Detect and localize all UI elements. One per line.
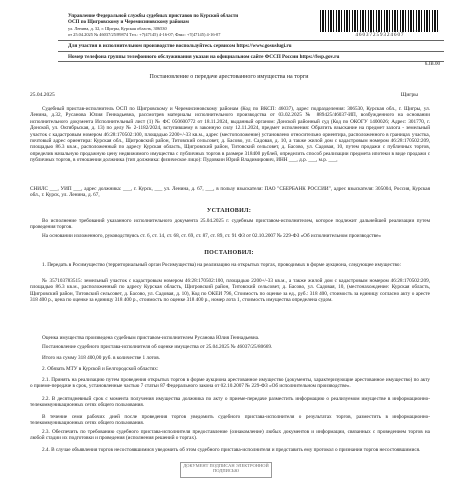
total-paragraph: Итого на сумму 318 400,00 руб. в количестве 1 лотов. <box>42 355 161 361</box>
divider <box>58 61 444 62</box>
snils-paragraph: СНИЛС ___, УИП ___, адрес должника: ___, г. Курск, ___ ул. Ленина, д. 67, ___, в пользу взыскателя: ПАО "СБЕРБАНК РОССИИ", адрес взыскателя: 305004, Россия, Курская обл., г. Курск, ул. Ленина, д. 67, <box>30 186 430 199</box>
clause-2-3: 2.3. Обеспечить по требованию судебного пристава-исполнителя предоставление (ознакомление) любых документов и информации, связанных с проведением торгов на любой стадии их подготовки и проведения (исполнения решений о торгах). <box>30 429 430 442</box>
clause-2-2: 2.2. В десятидневный срок с момента получения имущества должника по акту о приеме-передаче разместить информацию о реализуемом имуществе в информационно-телекоммуникационных сетях общего пользования. <box>30 396 430 409</box>
org-address: ул. Ленина, д. 32, г. Щигры, Курская область, 306530 <box>68 26 167 31</box>
section-established: УСТАНОВИЛ: <box>206 208 252 214</box>
divider <box>58 40 444 41</box>
e-signature-stamp: ДОКУМЕНТ ПОДПИСАН ЭЛЕКТРОННОЙ ПОДПИСЬЮ <box>180 462 272 478</box>
divider <box>58 51 444 52</box>
phone-info: Номер телефона группы телефонного обслуживания указан на официальном сайте ФССП России https://fssp.gov.ru <box>68 54 340 60</box>
intro-paragraph: Судебный пристав-исполнитель ОСП по Щигровскому и Черемисиновскому районам (Код по ВКСП: 46037), адрес подразделения: 306530, Курская обл., г. Щигры, ул. Ленина, д.32, Русанова Юлия Геннадьевна, рассмотрев материалы исполнительного производства от 03.02.2025 № 889425/46037-ИП, возбужденного на основании исполнительного документа Исполнительный лист (1) № ФС 050600772 от 18.11.2024, выданный органом: Донской районный суд (Код по ОКОГУ 1400026; Адрес: 301770, г. Донской, ул. Октябрьская, д. 13) по делу № 2-1182/2024, вступившему в законную силу 12.11.2024, предмет исполнения: Обратить взыскание на предмет залога - земельный участок с кадастровым номером 46:28:170502:100, площадью 2200+/-33 кв.м., адрес (местоположение) установлено относительно ориентира, расположенного в границах участка, почтовый адрес ориентира: Курская обл., Щигровский район, Титовский сельсовет, д. Басово, ул. Садовая, д. 10, а также жилой дом с кадастровым номером 46:28:170502:209, площадью 86.3 кв.м., расположенный по адресу Курская область, Щигровский район, Титовский сельсовет, д. Басово, ул. Садовая, 10, путем продажи с публичных торгов, определив начальную продажную цену недвижимого имущества с публичных торгов в размере 318400 рублей, определить способ реализации предмета ипотеки в виде продажи с публичных торгов, в отношении должника (тип должника: физическое лицо): Пудовкин Юрий Владимирович, ИНН ___, д.р. ___, м.р. ___, <box>30 106 430 164</box>
org-contacts: от 25.04.2025 № 46037/25/89874 Тел.: +7(47145) 4-16-07; Факс: +7(47145) 4-16-07 <box>68 32 221 37</box>
document-title: Постановление о передаче арестованного имущества на торги <box>149 74 309 80</box>
doc-code: 6.JB.00 <box>424 62 440 67</box>
clause-2-1: 2.1. Принять на реализацию путем проведения открытых торгов в форме аукциона арестованное имущество (документы, характеризующие арестованное имущество) по акту о приеме-передаче в срок, установленные частью 7 статьи 87 Федерального закона от 02.10.2007 № 229-ФЗ «Об исполнительном производстве». <box>30 377 430 390</box>
basis-paragraph: На основании изложенного, руководствуясь ст. 6, ст. 14, ст. 68, ст. 69, ст. 87, ст. 89, ст. 91 ФЗ от 02.10.2007 № 229-ФЗ «Об исполнительном производстве» <box>42 233 381 239</box>
clause-2-4: 2.4. В случае объявления торгов несостоявшимися уведомить об этом судебного пристава-исполнителя и представить ему протокол о признании торгов несостоявшимися. <box>42 447 421 453</box>
valuation-paragraph: Оценка имущества произведена судебным приставом-исполнителем Русанова Юлия Геннадьевна. <box>42 335 260 341</box>
barcode-image <box>320 10 440 32</box>
org-name-line2: ОСП по Щигровскому и Черемисиновскому районам <box>68 20 189 25</box>
document-city: Щигры <box>400 92 418 98</box>
valuation-act-paragraph: Постановление судебного пристава-исполнителя об оценке имущества от 25.04.2025 № 46037/25/80669. <box>42 344 273 350</box>
section-ordered: ПОСТАНОВИЛ: <box>204 250 254 256</box>
established-paragraph: Во исполнение требований указанного исполнительного документа 25.04.2025 г. судебным приставом-исполнителем, которое подлежит дальнейшей реализации путем проведения торгов. <box>30 218 430 231</box>
mtu-paragraph: 2. Обязать МТУ в Курской и Белгородской областях: <box>42 366 159 372</box>
document-date: 25.04.2025 <box>30 92 55 98</box>
org-name-line1: Управление Федеральной службы судебных приставов по Курской области <box>68 14 239 19</box>
barcode-number: 46037259324607 <box>355 33 405 38</box>
clause-2-2-b: В течение семи рабочих дней после проведения торгов уведомить судебного пристава-исполнителя о результатах торгов, разместить в информационно-телекоммуникационных сетях общего пользования. <box>30 414 430 427</box>
order-paragraph-1: 1. Передать в Росимущество (территориальный орган Росимущества) на реализацию на открытых торгах, проводимых в форме аукциона, следующее имущество: <box>42 262 401 268</box>
gosuslugi-info: Для участия в исполнительном производстве воспользуйтесь сервисом https://www.gosuslugi.ru <box>68 43 292 49</box>
property-paragraph: № 357103783515: земельный участок с кадастровым номером 46:28:170502:100, площадью 2200+/-33 кв.м., а также жилой дом с кадастровым номером 46:28:170502:209, площадью 86.3 кв.м., расположенный по адресу Курская область, Щигровский район, Титовский сельсовет, д. Басово, ул. Садовая, 10, (местонахождение: Курская область, Щигровский район, Титовский сельсовет, д. Басово, ул. Садовая, д. 10), Код по ОКЕИ 796, Стоимость по оценке за ед., руб.: 318 400, стоимость за единицу согласно акту о аресте 318 400 р., цена по оценке за единицу 318 400 р., стоимость по оценке 318 400 р., номер лота 1, стоимость имущества определена судом. <box>30 278 430 304</box>
document-header <box>68 14 318 38</box>
